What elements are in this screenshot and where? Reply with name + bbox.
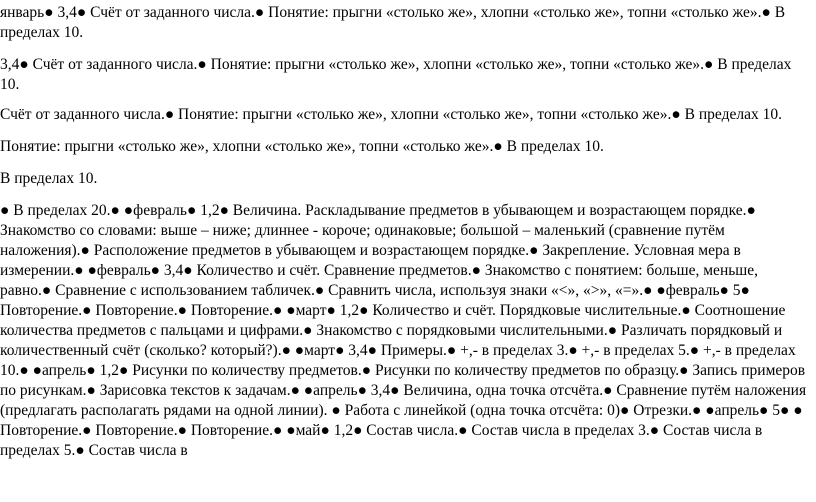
- paragraph-6: ● В пределах 20.● ●февраль● 1,2● Величина. Раскладывание предметов в убывающем и возрастающем порядке.● Знакомство со словами: выше – ниже; длиннее - короче; одинаковые; большой – маленький (сравнение путём наложения).● Расположение предметов в убывающем и возрастающем порядке.● Закрепление. Условная мера в измерении.● ●февраль● 3,4● Количество и счёт. Сравнение предметов.● Знакомство с понятием: больше, меньше, равно.● Сравнение с использованием табличек.● Сравнить числа, используя знаки «<», «>», «=».● ●февраль● 5● Повторение.● Повторение.● Повторение.● ●март● 1,2● Количество и счёт. Порядковые числительные.● Соотношение количества предметов с пальцами и цифрами.● Знакомство с порядковыми числительными.● Различать порядковый и количественный счёт (сколько? который?).● ●март● 3,4● Примеры.● +,- в пределах 3.● +,- в пределах 5.● +,- в пределах 10.● ●апрель● 1,2● Рисунки по количеству предметов.● Рисунки по количеству предметов по образцу.● Запись примеров по рисункам.● Зарисовка текстов к задачам.● ●апрель● 3,4● Величина, одна точка отсчёта.● Сравнение путём наложения (предлагать располагать рядами на одной линии). ● Работа с линейкой (одна точка отсчёта: 0)● Отрезки.● ●апрель● 5● ● Повторение.● Повторение.● Повторение.● ●май● 1,2● Состав числа.● Состав числа в пределах 3.● Состав числа в пределах 5.● Состав числа в: [0, 202, 807, 459]
- paragraph-3: Счёт от заданного числа.● Понятие: прыгни «столько же», хлопни «столько же», топни «столько же».● В пределах 10.: [0, 106, 782, 123]
- paragraph-4: Понятие: прыгни «столько же», хлопни «столько же», топни «столько же».● В пределах 10.: [0, 138, 604, 155]
- paragraph-1: январь● 3,4● Счёт от заданного числа.● Понятие: прыгни «столько же», хлопни «столько же», топни «столько же».● В пределах 10.: [0, 4, 786, 41]
- paragraph-2: 3,4● Счёт от заданного числа.● Понятие: прыгни «столько же», хлопни «столько же», топни «столько же».● В пределах 10.: [0, 56, 792, 93]
- paragraph-5: В пределах 10.: [0, 170, 98, 187]
